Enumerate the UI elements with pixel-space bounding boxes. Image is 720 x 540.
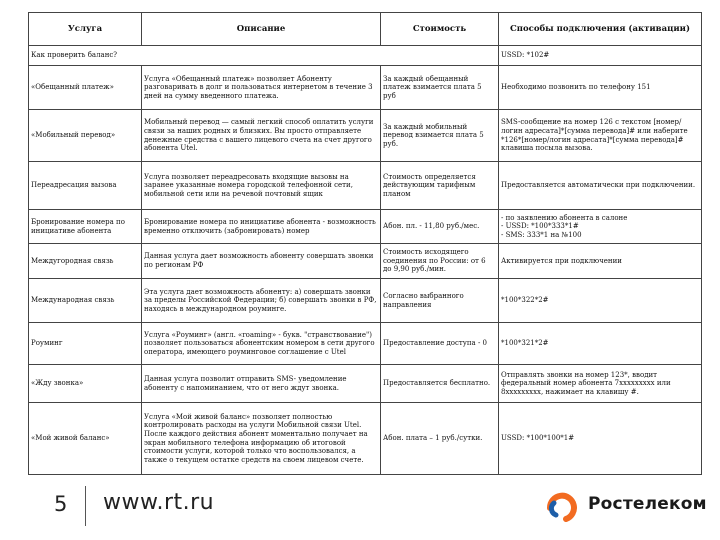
row-cost: Абон. пл. - 11,80 руб./мес.: [381, 210, 499, 244]
table-row: [29, 110, 702, 162]
row-activation: USSD: *102#: [499, 46, 702, 66]
row-cost: За каждый обещанный платеж взимается плата 5 руб: [381, 66, 499, 110]
row-cost: Предоставление доступа - 0: [381, 323, 499, 365]
row-description: Услуга «Роуминг» (англ. «roaming» - букв. "странствование") позволяет пользоваться абонентским номером в сети другого оператора, имеющего роуминговое соглашение с Utel: [142, 323, 381, 365]
row-activation: *100*322*2#: [499, 279, 702, 323]
row-service: Международная связь: [29, 279, 142, 323]
table-row: [29, 365, 702, 403]
row-service: Переадресация вызова: [29, 162, 142, 210]
row-cost: Предоставляется бесплатно.: [381, 365, 499, 403]
row-description: Мобильный перевод — самый легкий способ оплатить услуги связи за наших родных и близких. Вы просто отправляете денежные средства с вашего лицевого счета на счет другого абонента Utel.: [142, 110, 381, 162]
table-row: [29, 66, 702, 110]
website-link[interactable]: www.rt.ru: [103, 490, 215, 515]
table-row: [29, 46, 702, 66]
row-cost: Стоимость исходящего соединения по России: от 6 до 9,90 руб./мин.: [381, 244, 499, 279]
table-row: [29, 279, 702, 323]
brand-name: Ростелеком: [588, 494, 707, 514]
row-service: Роуминг: [29, 323, 142, 365]
row-description: Данная услуга дает возможность абоненту совершать звонки по регионам РФ: [142, 244, 381, 279]
rostelecom-logo-icon: [542, 488, 582, 526]
row-service: «Мой живой баланс»: [29, 403, 142, 475]
row-description: Услуга «Мой живой баланс» позволяет полностью контролировать расходы на услуги Мобильной связи Utel. После каждого действия абонент моментально получает на экран мобильного телефона информацию об итоговой стоимости услуги, которой только что воспользовался, а также о текущем остатке средств на своем лицевом счете.: [142, 403, 381, 475]
row-activation: *100*321*2#: [499, 323, 702, 365]
row-cost: Стоимость определяется действующим тарифным планом: [381, 162, 499, 210]
row-activation: - по заявлению абонента в салоне - USSD: *100*333*1# - SMS: 333*1 на №100: [499, 210, 702, 244]
page-number: 5: [54, 492, 68, 516]
header-activation: Способы подключения (активации): [499, 13, 702, 46]
table-row: [29, 210, 702, 244]
header-service: Услуга: [29, 13, 142, 46]
row-description: Бронирование номера по инициативе абонента - возможность временно отключить (забронировать) номер: [142, 210, 381, 244]
row-activation: Предоставляется автоматически при подключении.: [499, 162, 702, 210]
row-description: Данная услуга позволит отправить SMS- уведомление абоненту с напоминанием, что от него ждут звонка.: [142, 365, 381, 403]
row-service: «Мобильный перевод»: [29, 110, 142, 162]
row-description: Эта услуга дает возможность абоненту: а) совершать звонки за пределы Российской Федерации; б) совершать звонки в РФ, находясь в международном роуминге.: [142, 279, 381, 323]
table-row: [29, 244, 702, 279]
header-cost: Стоимость: [381, 13, 499, 46]
row-description: Услуга «Обещанный платеж» позволяет Абоненту разговаривать в долг и пользоваться интернетом в течение 3 дней на сумму введенного платежа.: [142, 66, 381, 110]
table-row: [29, 162, 702, 210]
brand-logo: [542, 488, 707, 522]
row-activation: Отправлять звонки на номер 123*, вводит федеральный номер абонента 7xxxxxxxxx или 8xxxxxxxxx, нажимает на клавишу #.: [499, 365, 702, 403]
row-service: «Жду звонка»: [29, 365, 142, 403]
row-cost: За каждый мобильный перевод взимается плата 5 руб.: [381, 110, 499, 162]
row-activation: SMS-сообщение на номер 126 с текстом [номер/логин адресата]*[сумма перевода]# или наберите *126*[номер/логин адресата]*[сумма перевода]# клавиша посыла вызова.: [499, 110, 702, 162]
table-row: [29, 403, 702, 475]
footer-divider: [85, 486, 86, 526]
row-service: Бронирование номера по инициативе абонента: [29, 210, 142, 244]
row-activation: USSD: *100*100*1#: [499, 403, 702, 475]
table-row: [29, 323, 702, 365]
row-activation: Необходимо позвонить по телефону 151: [499, 66, 702, 110]
header-description: Описание: [142, 13, 381, 46]
table-header-row: [29, 13, 702, 46]
row-cost: Согласно выбранного направления: [381, 279, 499, 323]
page-footer: [0, 470, 720, 540]
row-service: «Обещанный платеж»: [29, 66, 142, 110]
row-description: Услуга позволяет переадресовать входящие вызовы на заранее указанные номера городской телефонной сети, мобильной сети или на речевой почтовый ящик: [142, 162, 381, 210]
row-service: Как проверить баланс?: [29, 46, 499, 66]
services-table: [28, 12, 702, 475]
row-service: Междугородная связь: [29, 244, 142, 279]
row-activation: Активируется при подключении: [499, 244, 702, 279]
row-cost: Абон. плата – 1 руб./сутки.: [381, 403, 499, 475]
